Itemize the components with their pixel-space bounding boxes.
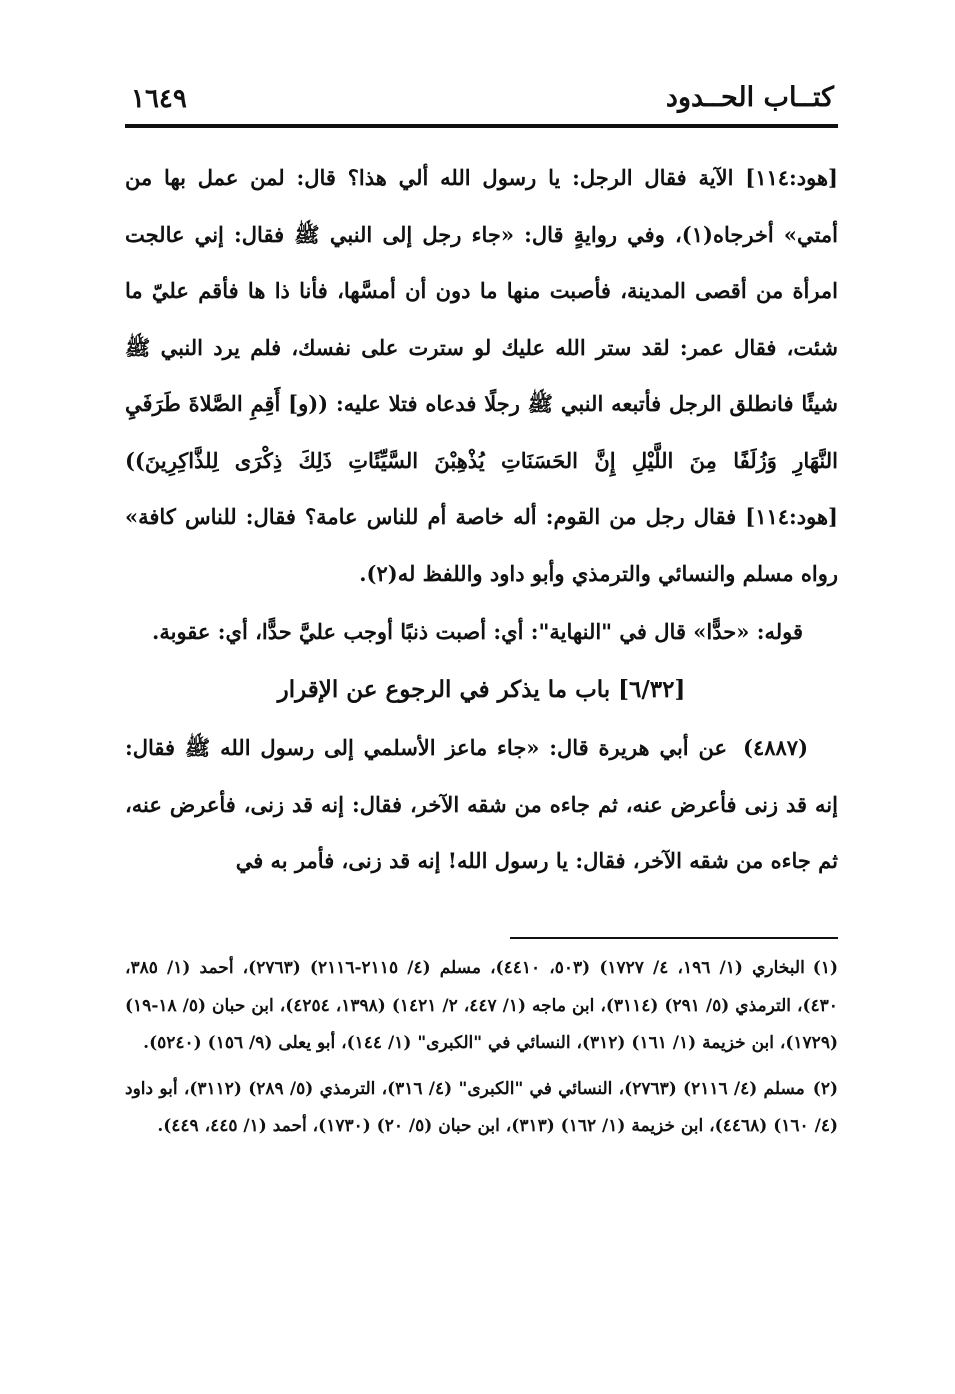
gloss-note: قوله: «حدًّا» قال في "النهاية": أي: أصبت ذنبًا أوجب عليَّ حدًّا، أي: عقوبة. xyxy=(152,619,803,644)
footnote-text: البخاري (١/ ١٩٦، ٤/ ١٧٢٧) (٥٠٣، ٤٤١٠)، مسلم (٤/ ٢١١٥-٢١١٦) (٢٧٦٣)، أحمد (١/ ٣٨٥، ٤٣٠)، الترمذي (٥/ ٢٩١) (٣١١٤)، ابن ماجه (١/ ٤٤٧، ٢/ ١٤٢١) (١٣٩٨، ٤٢٥٤)، ابن حبان (٥/ ١٨-١٩) (١٧٢٩)، ابن خزيمة (١/ ١٦١) (٣١٢)، النسائي في "الكبرى" (١/ ١٤٤)، أبو يعلى (٩/ ١٥٦) (٥٢٤٠). xyxy=(125,958,838,1053)
running-header xyxy=(125,82,838,122)
hadith-text: عن أبي هريرة قال: «جاء ماعز الأسلمي إلى رسول الله ﷺ فقال: إنه قد زنى فأعرض عنه، ثم جاءه من شقه الآخر، فقال: إنه قد زنى، فأعرض عنه، ثم جاءه من شقه الآخر، فقال: يا رسول الله! إنه قد زنى، فأمر به في xyxy=(125,735,838,873)
footnote-separator xyxy=(510,937,838,939)
hadith-paragraph xyxy=(125,720,838,890)
header-rule xyxy=(125,124,838,128)
footnote-marker: (١) xyxy=(812,958,839,978)
chapter-heading: [٦/٣٢] باب ما يذكر في الرجوع عن الإقرار xyxy=(277,676,686,703)
footnotes xyxy=(125,950,838,1154)
footnote-text: مسلم (٤/ ٢١١٦) (٢٧٦٣)، النسائي في "الكبرى" (٤/ ٣١٦)، الترمذي (٥/ ٢٨٩) (٣١١٢)، أبو داود (٤/ ١٦٠) (٤٤٦٨)، ابن خزيمة (١/ ١٦٢) (٣١٣)، ابن حبان (٥/ ٢٠) (١٧٣٠)، أحمد (١/ ٤٤٥، ٤٤٩). xyxy=(125,1078,838,1136)
hadith-number: (٤٨٨٧) xyxy=(743,735,808,760)
paragraph-continuation: [هود:١١٤] الآية فقال الرجل: يا رسول الله ألي هذا؟ قال: لمن عمل بها من أمتي» أخرجاه(١)، وفي روايةٍ قال: «جاء رجل إلى النبي ﷺ فقال: إني عالجت امرأة من أقصى المدينة، فأصبت منها ما دون أن أمسَّها، فأنا ذا ها فأقم عليّ ما شئت، فقال عمر: لقد ستر الله عليك لو سترت على نفسك، فلم يرد النبي ﷺ شيئًا فانطلق الرجل فأتبعه النبي ﷺ رجلًا فدعاه فتلا عليه: ((و] أَقِمِ الصَّلاةَ طَرَفَيِ النَّهَارِ وَزُلَفًا مِنَ اللَّيْلِ إِنَّ الحَسَنَاتِ يُذْهِبْنَ السَّيِّئَاتِ ذَلِكَ ذِكْرَى لِلذَّاكِرِينَ)) [هود:١١٤] فقال رجل من القوم: أله خاصة أم للناس عامة؟ فقال: للناس كافة» رواه مسلم والنسائي والترمذي وأبو داود واللفظ له(٢). xyxy=(125,165,838,586)
footnote-1 xyxy=(125,950,838,1063)
footnote-marker: (٢) xyxy=(812,1078,838,1099)
page-number: ١٦٤٩ xyxy=(131,84,187,114)
book-title: كتــاب الحــدود xyxy=(665,82,834,113)
footnote-2 xyxy=(125,1071,838,1146)
main-text xyxy=(125,150,838,890)
